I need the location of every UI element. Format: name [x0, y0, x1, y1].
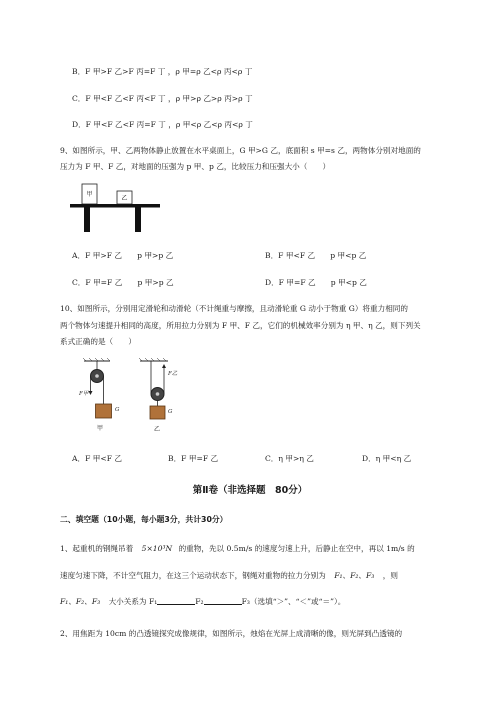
svg-text:G: G	[115, 407, 120, 413]
svg-text:F甲: F甲	[79, 391, 89, 397]
fb-q1-line3-a: 大小关系为 F₁	[108, 597, 158, 606]
svg-text:甲: 甲	[97, 425, 104, 432]
table-leg-left	[84, 207, 90, 232]
q10-pulley-figure	[70, 358, 200, 438]
q10-stem-line2: 两个物体匀速提升相同的高度，所用拉力分别为 F 甲、F 乙，它们的机械效率分别为 η 甲、η 乙，则下列关	[60, 321, 421, 330]
q9-figure-table	[68, 182, 168, 234]
fb-q1-line3-vars: F₁、F₂、F₃	[60, 597, 101, 606]
weight-jia	[96, 404, 112, 418]
q8-option-c: C．F 甲<F 乙<F 丙<F 丁 ，ρ 甲>ρ 乙>ρ 丙>ρ 丁	[72, 94, 253, 103]
table-top	[70, 204, 160, 208]
fb-q1-line3-b: F₂	[195, 597, 204, 606]
fb-q1-blank-1[interactable]	[157, 597, 195, 605]
q8-option-b: B．F 甲>F 乙>F 丙=F 丁 ，ρ 甲=ρ 乙<ρ 丙<ρ 丁	[72, 67, 253, 76]
fb-q1-line1-b: 的重物，先以 0.5m/s 的速度匀速上升，后静止在空中，再以 1m/s 的	[178, 544, 415, 553]
table-leg-right	[135, 207, 141, 232]
label-yi: 乙	[121, 195, 128, 202]
svg-text:G: G	[168, 409, 173, 415]
q9-option-d: D．F 甲=F 乙 p 甲<p 乙	[265, 278, 367, 287]
q8-option-d: D．F 甲<F 乙<F 丙=F 丁 ，ρ 甲<ρ 乙<ρ 丙<ρ 丁	[72, 120, 253, 129]
svg-text:F乙: F乙	[168, 371, 178, 377]
fb-q1-blank-2[interactable]	[204, 597, 242, 605]
q10-stem-line3: 系式正确的是（ ）	[60, 337, 136, 346]
q9-stem-line1: 9、如图所示，甲、乙两物体静止放置在水平桌面上，G 甲>G 乙，底面积 s 甲=s 乙，两物体分别对地面的	[60, 146, 421, 155]
fb-q1-line3	[60, 596, 345, 607]
weight-yi	[150, 406, 165, 419]
q9-option-a: A．F 甲>F 乙 p 甲>p 乙	[72, 251, 174, 260]
q9-stem-line2: 压力为 F 甲、F 乙，对地面的压强为 p 甲、p 乙，比较压力和压强大小（ ）	[60, 162, 331, 171]
q9-option-b: B．F 甲<F 乙 p 甲<p 乙	[265, 251, 367, 260]
q10-option-c: C．η 甲>η 乙	[265, 454, 314, 463]
fb-q1-line2-vars: F₁、F₂、F₃	[334, 571, 375, 580]
q10-option-b: B．F 甲=F 乙	[168, 454, 219, 463]
fb-q1-line1-a: 1、起重机的钢绳吊着	[60, 544, 134, 553]
svg-text:乙: 乙	[154, 426, 161, 433]
fb-q1-line2	[60, 570, 398, 581]
fb-q1-weight: 5×10³N	[141, 544, 173, 553]
part2-title: 第Ⅱ卷（非选择题 80分）	[192, 485, 308, 496]
fb-q1-line1	[60, 543, 415, 554]
fb-q1-line3-c: F₃（选填“＞”、“＜”或“＝”）。	[241, 597, 346, 606]
q9-option-c: C．F 甲=F 乙 p 甲>p 乙	[72, 278, 174, 287]
label-jia: 甲	[86, 191, 93, 198]
q10-option-d: D．η 甲<η 乙	[362, 454, 412, 463]
q10-option-a: A．F 甲<F 乙	[72, 454, 122, 463]
q10-stem-line1: 10、如图所示，分别用定滑轮和动滑轮（不计绳重与摩擦，且动滑轮重 G 动小于物重 G）将重力相同的	[60, 304, 408, 313]
section-fill-blank-heading: 二、填空题（10小题，每小题3分，共计30分）	[60, 515, 228, 524]
fb-q1-line2-end: ，则	[382, 571, 398, 580]
fb-q2-line1: 2、用焦距为 10cm 的凸透镜探究成像规律，如图所示，烛焰在光屏上成清晰的像，则光屏到凸透镜的	[60, 629, 403, 638]
fb-q1-line2-text: 速度匀速下降，不计空气阻力，在这三个运动状态下，钢绳对重物的拉力分别为	[60, 571, 326, 580]
